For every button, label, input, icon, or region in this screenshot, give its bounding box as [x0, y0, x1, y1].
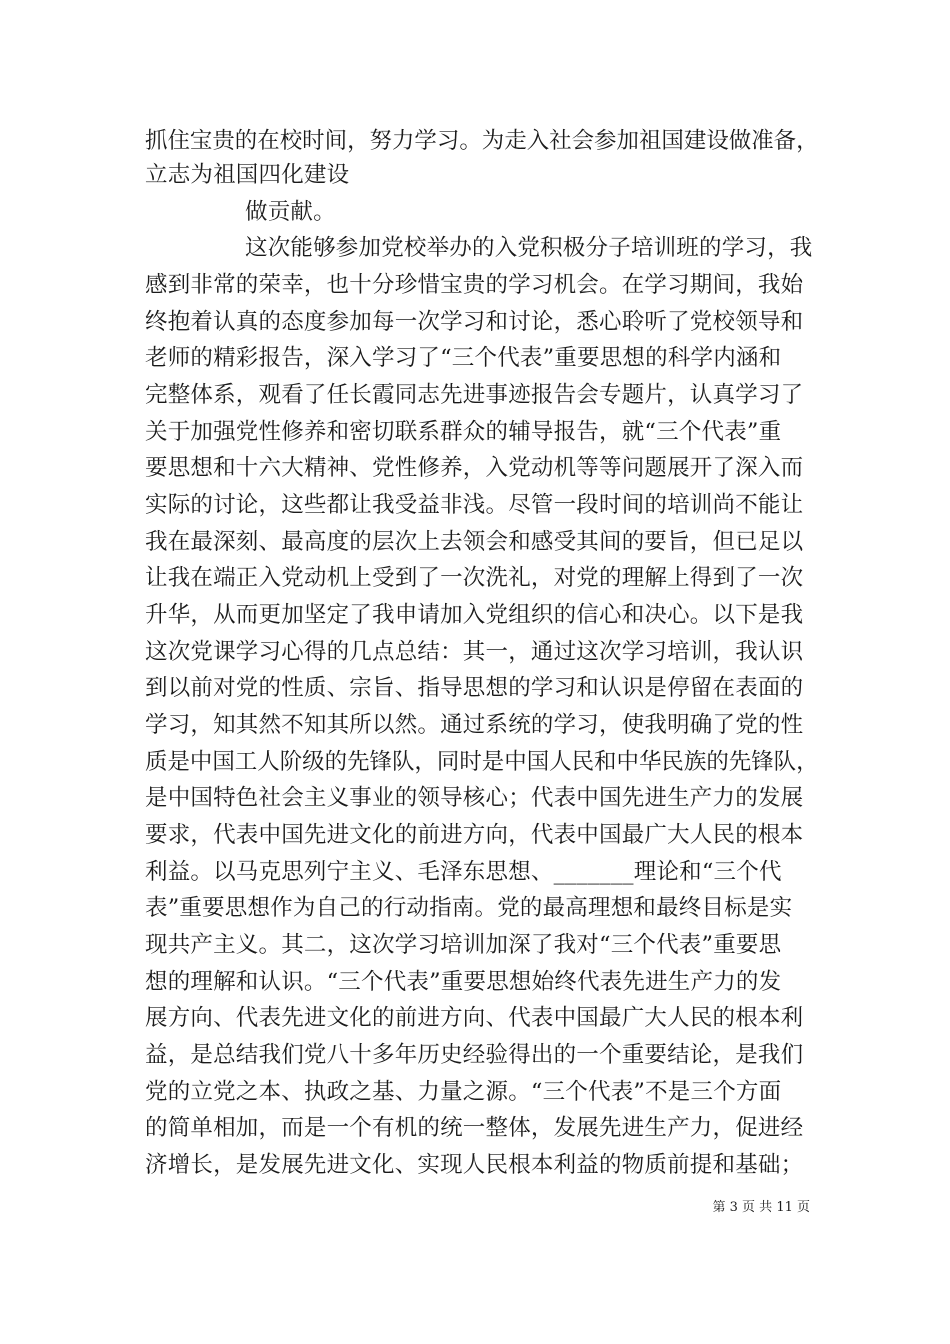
text-line: 的简单相加，而是一个有机的统一整体，发展先进生产力，促进经 — [145, 1115, 804, 1141]
text-line: 益，是总结我们党八十多年历史经验得出的一个重要结论，是我们 — [145, 1042, 804, 1068]
text-line: 立志为祖国四化建设 — [145, 162, 350, 188]
text-line: 这次能够参加党校举办的入党积极分子培训班的学习，我 — [245, 235, 813, 261]
text-line: 是中国特色社会主义事业的领导核心；代表中国先进生产力的发展 — [145, 785, 804, 811]
text-line: 做贡献。 — [245, 199, 336, 225]
text-line: 党的立党之本、执政之基、力量之源。“三个代表”不是三个方面 — [145, 1079, 782, 1105]
text-line: 要求，代表中国先进文化的前进方向，代表中国最广大人民的根本 — [145, 822, 804, 848]
page-number-footer: 第 3 页 共 11 页 — [712, 1200, 810, 1215]
text-line: 我在最深刻、最高度的层次上去领会和感受其间的要旨，但已足以 — [145, 529, 804, 555]
text-line: 济增长，是发展先进文化、实现人民根本利益的物质前提和基础； — [145, 1152, 804, 1178]
text-line: 展方向、代表先进文化的前进方向、代表中国最广大人民的根本利 — [145, 1005, 804, 1031]
text-line: 实际的讨论，这些都让我受益非浅。尽管一段时间的培训尚不能让 — [145, 492, 804, 518]
text-line: 抓住宝贵的在校时间，努力学习。为走入社会参加祖国建设做准备， — [145, 128, 819, 154]
text-line: 想的理解和认识。“三个代表”重要思想始终代表先进生产力的发 — [145, 969, 782, 995]
text-line: 要思想和十六大精神、党性修养，入党动机等等问题展开了深入而 — [145, 455, 804, 481]
text-line: 学习，知其然不知其所以然。通过系统的学习，使我明确了党的性 — [145, 712, 804, 738]
text-line: 到以前对党的性质、宗旨、指导思想的学习和认识是停留在表面的 — [145, 675, 804, 701]
text-line: 现共产主义。其二，这次学习培训加深了我对“三个代表”重要思 — [145, 932, 782, 958]
text-line: 终抱着认真的态度参加每一次学习和讨论，悉心聆听了党校领导和 — [145, 309, 804, 335]
text-line: 表”重要思想作为自己的行动指南。党的最高理想和最终目标是实 — [145, 895, 793, 921]
text-line: 老师的精彩报告，深入学习了“三个代表”重要思想的科学内涵和 — [145, 345, 782, 371]
text-line: 利益。以马克思列宁主义、毛泽东思想、_______理论和“三个代 — [145, 859, 782, 885]
text-line: 让我在端正入党动机上受到了一次洗礼，对党的理解上得到了一次 — [145, 565, 804, 591]
text-line: 升华，从而更加坚定了我申请加入党组织的信心和决心。以下是我 — [145, 602, 804, 628]
text-line: 这次党课学习心得的几点总结：其一，通过这次学习培训，我认识 — [145, 639, 804, 665]
text-line: 关于加强党性修养和密切联系群众的辅导报告，就“三个代表”重 — [145, 419, 782, 445]
text-line: 完整体系，观看了任长霞同志先进事迹报告会专题片，认真学习了 — [145, 382, 804, 408]
text-line: 质是中国工人阶级的先锋队，同时是中国人民和中华民族的先锋队， — [145, 749, 819, 775]
text-line: 感到非常的荣幸，也十分珍惜宝贵的学习机会。在学习期间，我始 — [145, 272, 804, 298]
